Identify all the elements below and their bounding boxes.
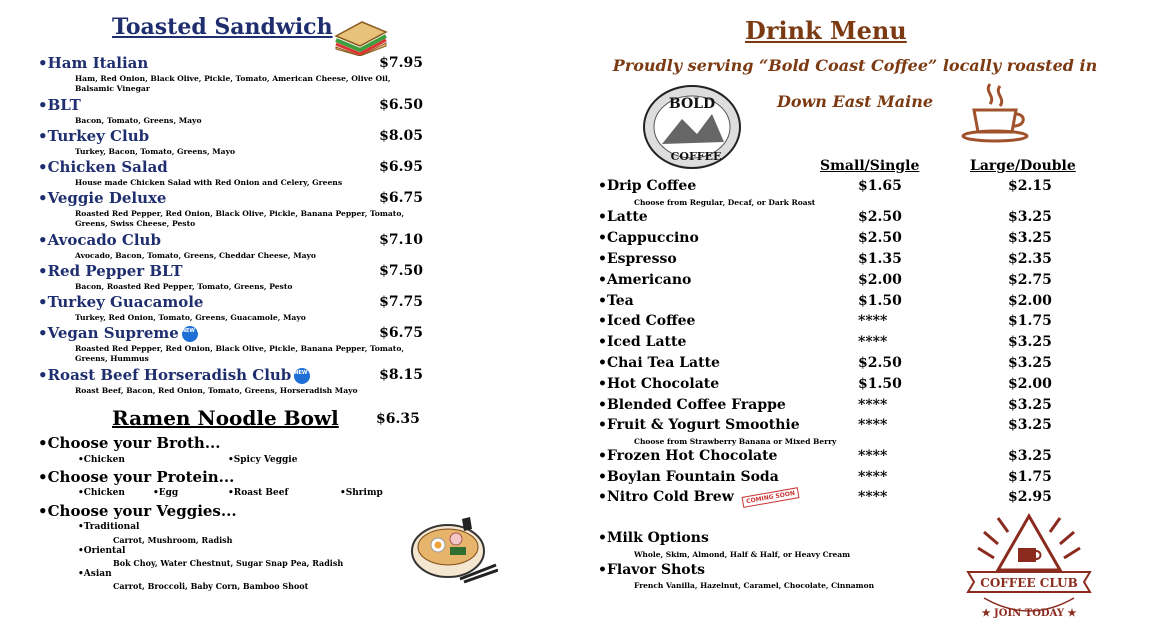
veggie-option: •Traditional xyxy=(78,522,140,532)
bold-coast-logo xyxy=(642,84,742,170)
drink-row xyxy=(598,313,1068,333)
sandwich-name: •Turkey Guacamole xyxy=(38,293,204,311)
sandwich-price: $7.95 xyxy=(379,55,423,71)
coffee-club-badge xyxy=(964,508,1094,626)
sandwich-name: •Avocado Club xyxy=(38,231,161,249)
drink-name: •Fruit & Yogurt Smoothie xyxy=(598,417,800,433)
sandwich-icon xyxy=(332,16,390,56)
drink-row xyxy=(598,355,1068,375)
drink-row xyxy=(598,397,1068,417)
drink-small-price: $2.50 xyxy=(858,230,902,246)
veggies-heading: •Choose your Veggies... xyxy=(38,502,237,520)
sandwich-name: •Turkey Club xyxy=(38,127,150,145)
drink-row xyxy=(598,448,1068,468)
sandwich-desc: Bacon, Roasted Red Pepper, Tomato, Greens, Pesto xyxy=(75,282,293,291)
flavor-shots-heading: •Flavor Shots xyxy=(598,562,705,578)
drink-large-price: $3.25 xyxy=(1008,334,1052,350)
drink-large-price: $1.75 xyxy=(1008,313,1052,329)
coffee-club-cta: ★ JOIN TODAY ★ xyxy=(981,608,1077,619)
col-large-header: Large/Double xyxy=(970,158,1076,174)
sandwich-desc: Ham, Red Onion, Black Olive, Pickle, Tomato, American Cheese, Olive Oil, Balsamic Vinegar xyxy=(75,74,391,93)
sandwich-price: $6.95 xyxy=(379,159,423,175)
sandwich-name: •Ham Italian xyxy=(38,54,149,72)
sandwich-price: $7.10 xyxy=(379,232,423,248)
sandwich-desc: Bacon, Tomato, Greens, Mayo xyxy=(75,116,202,125)
sandwich-desc: Roasted Red Pepper, Red Onion, Black Olive, Pickle, Banana Pepper, Tomato, Greens, Hummus xyxy=(75,344,405,363)
sandwich-name: •Vegan Supreme NEW ITEM xyxy=(38,324,211,342)
drink-row xyxy=(598,209,1068,229)
drink-large-price: $1.75 xyxy=(1008,469,1052,485)
sandwich-desc: Roasted Red Pepper, Red Onion, Black Olive, Pickle, Banana Pepper, Tomato, Greens, Swiss Cheese, Pesto xyxy=(75,209,405,228)
logo-text-top: BOLD xyxy=(668,96,716,112)
sandwich-name: •Red Pepper BLT xyxy=(38,262,183,280)
sandwich-price: $6.75 xyxy=(379,325,423,341)
broth-heading: •Choose your Broth... xyxy=(38,434,221,452)
drink-small-price: **** xyxy=(858,448,888,464)
drink-large-price: $2.15 xyxy=(1008,178,1052,194)
drink-row xyxy=(598,230,1068,250)
milk-options-heading: •Milk Options xyxy=(598,530,709,546)
protein-option: •Roast Beef xyxy=(228,488,289,498)
drink-large-price: $3.25 xyxy=(1008,209,1052,225)
drink-large-price: $3.25 xyxy=(1008,448,1052,464)
sandwich-price: $7.50 xyxy=(379,263,423,279)
sandwich-desc: Turkey, Bacon, Tomato, Greens, Mayo xyxy=(75,147,236,156)
drink-small-price: **** xyxy=(858,417,888,433)
drink-row xyxy=(598,178,1068,198)
broth-option: •Chicken xyxy=(78,455,125,465)
sandwich-price: $8.15 xyxy=(379,367,423,383)
sandwich-desc: Turkey, Red Onion, Tomato, Greens, Guacamole, Mayo xyxy=(75,313,306,322)
protein-heading: •Choose your Protein... xyxy=(38,468,235,486)
drink-row xyxy=(598,293,1068,313)
sandwich-item xyxy=(38,127,423,157)
drink-small-price: **** xyxy=(858,469,888,485)
sandwich-item xyxy=(38,158,423,188)
drink-small-price: $1.50 xyxy=(858,376,902,392)
drink-small-price: **** xyxy=(858,313,888,329)
drink-name: •Cappuccino xyxy=(598,230,699,246)
sandwich-price: $6.75 xyxy=(379,190,423,206)
coffee-cup-icon xyxy=(960,82,1032,144)
veggie-option: •Oriental xyxy=(78,546,126,556)
drink-row xyxy=(598,376,1068,396)
new-item-badge: NEW ITEM xyxy=(182,326,198,342)
drink-large-price: $3.25 xyxy=(1008,230,1052,246)
drink-note: Choose from Regular, Decaf, or Dark Roast xyxy=(634,198,816,207)
ramen-price: $6.35 xyxy=(376,411,420,427)
drink-large-price: $3.25 xyxy=(1008,355,1052,371)
sandwich-desc: Avocado, Bacon, Tomato, Greens, Cheddar Cheese, Mayo xyxy=(75,251,317,260)
sandwich-item xyxy=(38,293,423,323)
drink-large-price: $2.75 xyxy=(1008,272,1052,288)
drink-name: •Hot Chocolate xyxy=(598,376,720,392)
drink-name: •Blended Coffee Frappe xyxy=(598,397,786,413)
drink-small-price: **** xyxy=(858,334,888,350)
drink-small-price: $1.50 xyxy=(858,293,902,309)
flavor-shots-desc: French Vanilla, Hazelnut, Caramel, Chocolate, Cinnamon xyxy=(634,581,875,590)
veggie-option-desc: Carrot, Mushroom, Radish xyxy=(113,535,233,545)
drink-name: •Tea xyxy=(598,293,634,309)
sandwich-name: •Roast Beef Horseradish Club NEW ITEM xyxy=(38,366,323,384)
drink-row xyxy=(598,272,1068,292)
drink-row xyxy=(598,334,1068,354)
drink-small-price: **** xyxy=(858,397,888,413)
sandwich-desc: Roast Beef, Bacon, Red Onion, Tomato, Greens, Horseradish Mayo xyxy=(75,386,358,395)
veggie-option: •Asian xyxy=(78,569,112,579)
sandwich-name: •Veggie Deluxe xyxy=(38,189,167,207)
drink-name: •Boylan Fountain Soda xyxy=(598,469,779,485)
sandwich-item xyxy=(38,96,423,126)
drink-name: •Americano xyxy=(598,272,692,288)
drink-name: •Nitro Cold Brew COMING SOON xyxy=(598,489,799,505)
drink-small-price: $2.00 xyxy=(858,272,902,288)
drink-large-price: $3.25 xyxy=(1008,397,1052,413)
drink-large-price: $2.95 xyxy=(1008,489,1052,505)
milk-options-desc: Whole, Skim, Almond, Half & Half, or Heavy Cream xyxy=(634,550,851,559)
sandwich-price: $6.50 xyxy=(379,97,423,113)
new-item-badge: NEW ITEM xyxy=(294,368,310,384)
drink-large-price: $2.35 xyxy=(1008,251,1052,267)
drink-note: Choose from Strawberry Banana or Mixed Berry xyxy=(634,437,837,446)
drink-large-price: $2.00 xyxy=(1008,293,1052,309)
drink-small-price: $2.50 xyxy=(858,355,902,371)
protein-option: •Shrimp xyxy=(340,488,383,498)
drink-title: Drink Menu xyxy=(745,16,907,45)
drink-name: •Iced Latte xyxy=(598,334,687,350)
drink-small-price: $1.35 xyxy=(858,251,902,267)
drink-name: •Espresso xyxy=(598,251,677,267)
logo-text-bottom: COFFEE xyxy=(670,150,722,163)
drink-name: •Drip Coffee xyxy=(598,178,697,194)
sandwich-item xyxy=(38,54,423,94)
drink-name: •Latte xyxy=(598,209,648,225)
drink-row xyxy=(598,469,1068,489)
ramen-title: Ramen Noodle Bowl xyxy=(112,406,339,430)
drink-large-price: $3.25 xyxy=(1008,417,1052,433)
drink-small-price: $2.50 xyxy=(858,209,902,225)
sandwich-item xyxy=(38,231,423,261)
drink-name: •Chai Tea Latte xyxy=(598,355,720,371)
drink-row xyxy=(598,489,1068,509)
coffee-club-name: COFFEE CLUB xyxy=(980,576,1078,590)
drink-name: •Frozen Hot Chocolate xyxy=(598,448,778,464)
veggie-option-desc: Carrot, Broccoli, Baby Corn, Bamboo Shoot xyxy=(113,581,309,591)
drink-name: •Iced Coffee xyxy=(598,313,696,329)
tagline-line-1: Proudly serving “Bold Coast Coffee” locally roasted in xyxy=(612,56,1098,75)
sandwich-name: •Chicken Salad xyxy=(38,158,168,176)
sandwich-desc: House made Chicken Salad with Red Onion and Celery, Greens xyxy=(75,178,343,187)
drink-row xyxy=(598,417,1068,437)
sandwich-item xyxy=(38,324,423,364)
drink-row xyxy=(598,251,1068,271)
sandwich-name: •BLT xyxy=(38,96,81,114)
broth-option: •Spicy Veggie xyxy=(228,455,298,465)
col-small-header: Small/Single xyxy=(820,158,920,174)
coming-soon-badge: COMING SOON xyxy=(741,487,799,508)
protein-option: •Egg xyxy=(153,488,179,498)
veggie-option-desc: Bok Choy, Water Chestnut, Sugar Snap Pea, Radish xyxy=(113,558,344,568)
protein-option: •Chicken xyxy=(78,488,125,498)
sandwich-item xyxy=(38,262,423,292)
sandwich-item xyxy=(38,189,423,229)
drink-small-price: **** xyxy=(858,489,888,505)
drink-large-price: $2.00 xyxy=(1008,376,1052,392)
sandwich-title: Toasted Sandwich xyxy=(112,14,333,40)
sandwich-price: $7.75 xyxy=(379,294,423,310)
ramen-bowl-icon xyxy=(410,515,498,585)
sandwich-price: $8.05 xyxy=(379,128,423,144)
sandwich-item xyxy=(38,366,423,396)
drink-small-price: $1.65 xyxy=(858,178,902,194)
tagline-line-2: Down East Maine xyxy=(776,92,934,111)
